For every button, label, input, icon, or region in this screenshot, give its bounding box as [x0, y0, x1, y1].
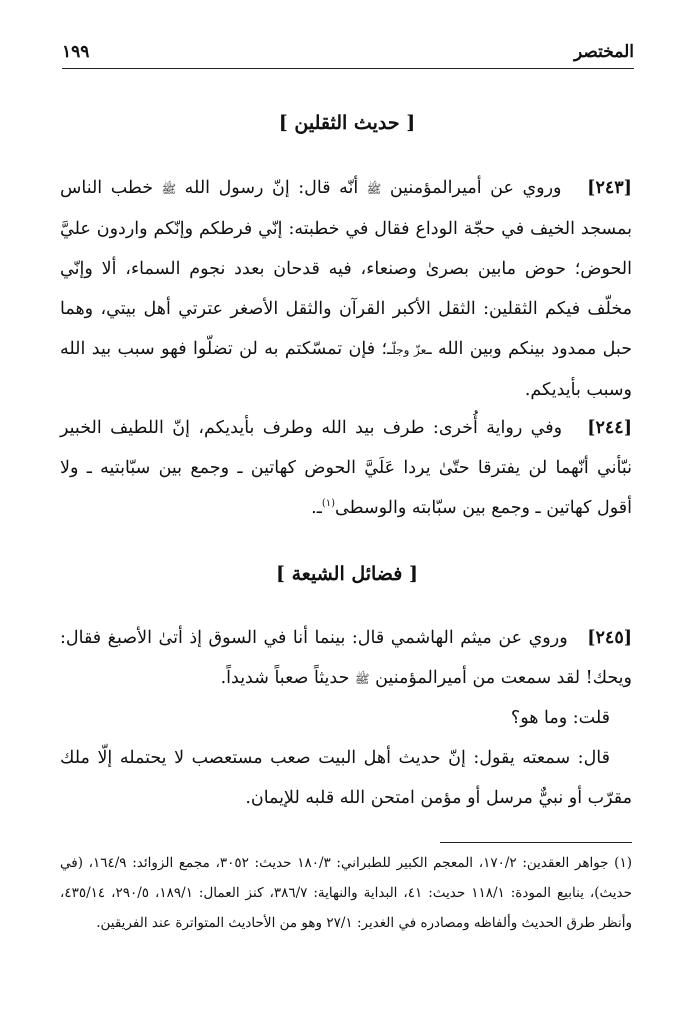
honorific: ﷺ: [355, 672, 370, 686]
section-title: فضائل الشيعة: [291, 563, 403, 585]
paragraph-number: [٢٤٥]: [587, 628, 632, 648]
paragraph-243: [60, 168, 632, 410]
footnotes: [60, 848, 632, 938]
footnote-ref[interactable]: (١): [321, 498, 336, 510]
bracket-close: ]: [406, 112, 416, 134]
honorific: ﷺ: [366, 182, 382, 196]
bracket-close: ]: [409, 563, 418, 585]
paragraph-number: [٢٤٣]: [587, 178, 632, 198]
header-title: المختصر: [574, 42, 634, 62]
footnote-text: (١) جواهر العقدين: ١٧٠/٢، المعجم الكبير للطبراني: ١٨٠/٣ حديث: ٣٠٥٢، مجمع الزوائد: ١٦٤/٩، (في حديث)، ينابيع المودة: ١١٨/١ حديث: ٤١، البداية والنهاية: ٣٨٦/٧، كنز العمال: ١٨٩/١، ٢٩٠/٥، ٤٣٥/١٤، وأنظر طرق الحديث وألفاظه ومصادره في الغدير: ٢٧/١ وهو من الأحاديث المتواترة عند الفريقين.: [60, 855, 632, 931]
paragraph-text: أنّه قال: إنّ رسول الله: [184, 178, 359, 198]
page-number: ١٩٩: [62, 42, 90, 62]
inline-small-text: عزّ وجلّ: [392, 343, 427, 357]
paragraph-text: وروي عن ميثم الهاشمي قال: بينما أنا في السوق إذ أتىٰ الأصبغ فقال: ويحك! لقد سمعت من أميرالمؤمنين: [60, 628, 632, 688]
paragraph-answer: [60, 738, 632, 818]
paragraph-number: [٢٤٤]: [587, 418, 632, 438]
paragraph-text: ـ.: [311, 498, 322, 518]
paragraph-question: [60, 698, 632, 738]
footnote-rule: [440, 842, 632, 843]
paragraph-text: قال: سمعته يقول: إنّ حديث أهل البيت صعب مستعصب لا يحتمله إلّا ملك مقرّب أو نبيٌّ مرسل أو مؤمن امتحن الله قلبه للإيمان.: [60, 748, 632, 808]
paragraph-244: [60, 408, 632, 528]
running-header: [62, 36, 634, 69]
section-heading-shia: [60, 563, 634, 585]
paragraph-text: خطب الناس بمسجد الخيف في حجّة الوداع فقال في خطبته: إنّي فرطكم وإنّكم واردون عليَّ الحوض؛ حوض مابين بصرىٰ وصنعاء، فيه قدحان بعدد نجوم السماء، ألا وإنّي مخلّف فيكم الثقلين: الثقل الأكبر القرآن والثقل الأصغر عترتي أهل بيتي، وهما حبل ممدود بينكم وبين الله ـ: [60, 178, 633, 359]
paragraph-text: ـ؛ فإن تمسّكتم به لن تضلّوا فهو سبب بيد الله وسبب بأيديكم.: [60, 339, 632, 400]
honorific: ﷺ: [161, 182, 177, 196]
paragraph-text: حديثاً صعباً شديداً.: [220, 668, 350, 688]
paragraph-text: وروي عن أميرالمؤمنين: [389, 178, 562, 198]
section-heading-thaqalayn: [60, 112, 634, 134]
bracket-open: [: [278, 112, 288, 134]
paragraph-text: وفي رواية أُخرى: طرف بيد الله وطرف بأيديكم، إنّ اللطيف الخبير نبّأني أنّهما لن يفترقا حتّىٰ يردا عَلَيَّ الحوض كهاتين ـ وجمع بين سبّابتيه ـ ولا أقول كهاتين ـ وجمع بين سبّابته والوسطى: [60, 418, 632, 518]
paragraph-text: قلت: وما هو؟: [510, 708, 610, 728]
paragraph-245: [60, 618, 632, 699]
section-title: حديث الثقلين: [294, 112, 400, 134]
bracket-open: [: [276, 563, 285, 585]
